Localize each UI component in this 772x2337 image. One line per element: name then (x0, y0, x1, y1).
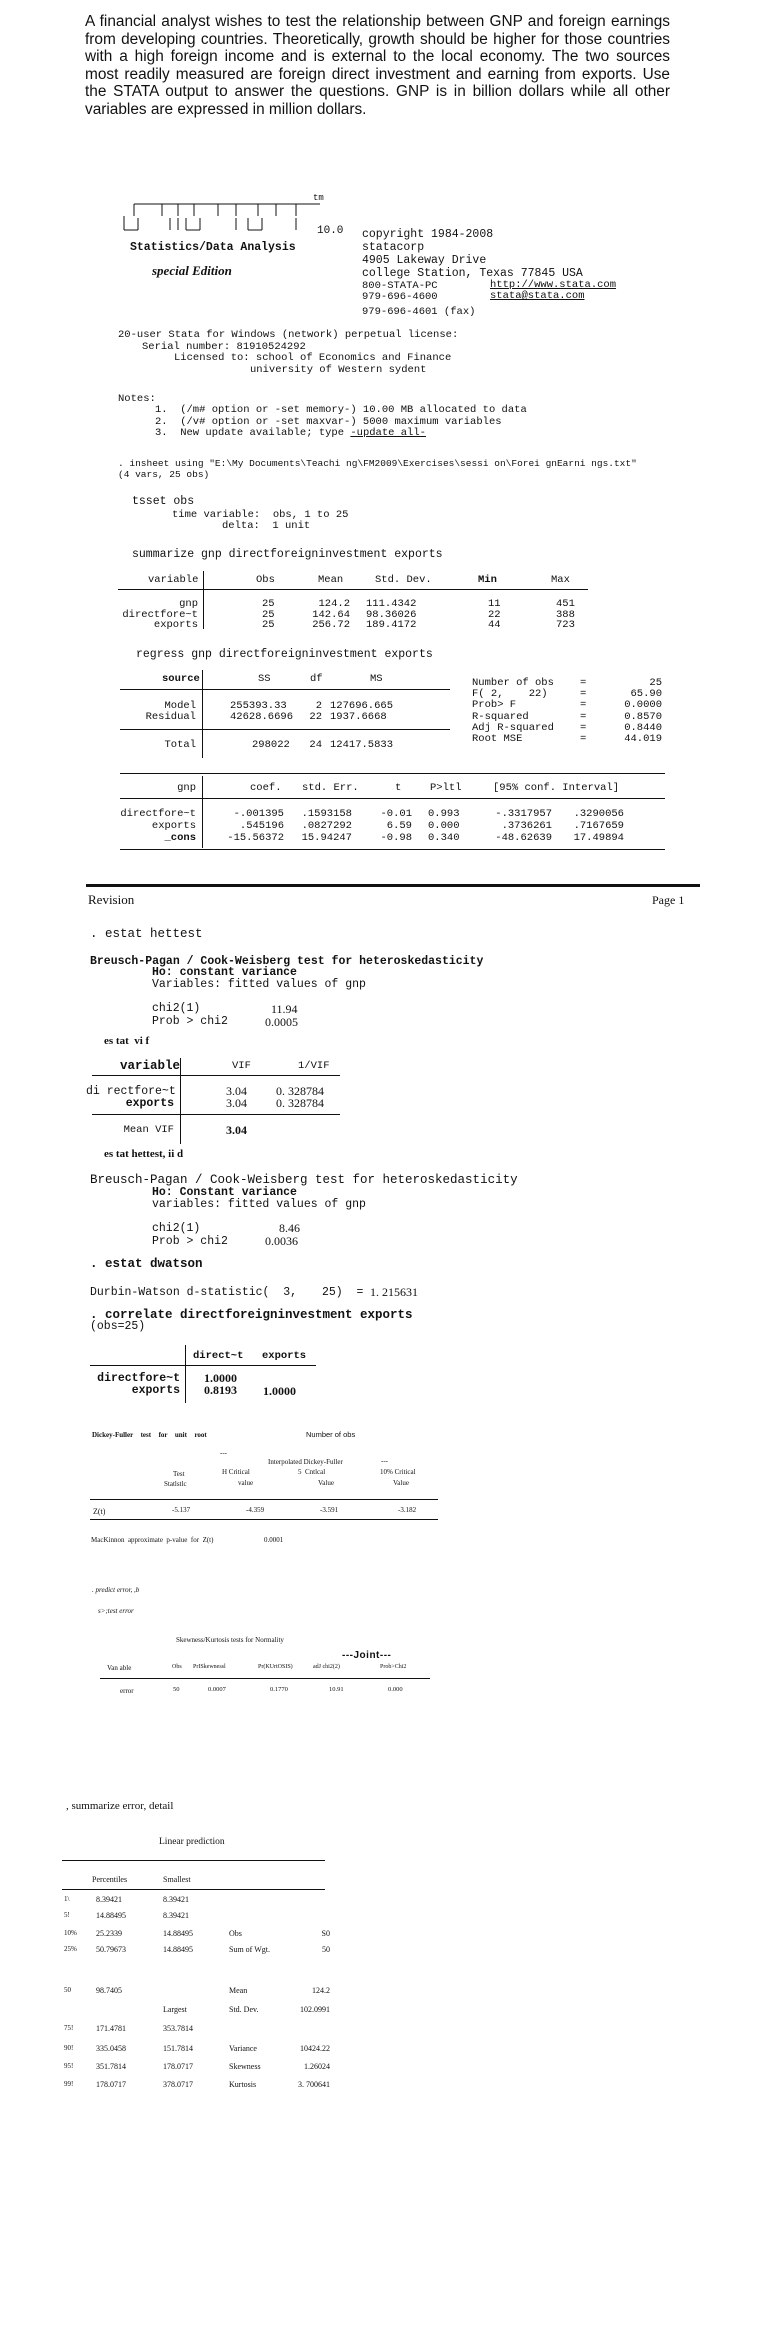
insheet-block (118, 458, 637, 480)
summ-cell: 25% (64, 1945, 77, 1953)
corr-h-direct: direct~t (193, 1350, 244, 1362)
stata-name: Statistics/Data Analysis (130, 241, 296, 254)
sum-h-variable: variable (148, 574, 199, 586)
summ-cell: 14.88495 (163, 1945, 193, 1954)
summ-h-percentiles: Percentiles (92, 1875, 128, 1884)
sk-h-kurt: Pr(KUrtOSIS) (258, 1664, 293, 1670)
insheet-result: (4 vars, 25 obs) (118, 469, 210, 480)
vif-row1-label: di rectfore~t (86, 1085, 176, 1098)
hettest2-chi-val: 8.46 (279, 1221, 300, 1235)
summ-cell: Std. Dev. (229, 2005, 259, 2014)
summ-cell: 98.7405 (96, 1986, 122, 1995)
hettest1-p-label: Prob > chi2 (152, 1015, 228, 1028)
license-line-3: Licensed to: school of Economics and Finance (174, 352, 452, 364)
summ-cell: 102.0991 (300, 2005, 330, 2014)
summ-cell: 335.0458 (96, 2044, 126, 2053)
coef-h-t: t (395, 782, 402, 794)
summ-cell: 50 (64, 1986, 71, 1994)
summ-cell: 351.7814 (96, 2062, 126, 2071)
summ-cell: 3. 700641 (298, 2080, 330, 2089)
insheet-cmd: . insheet using "E:\My Documents\Teachi ng\FM2009\Exercises\sessi on\Forei gnEarni ngs.txt" (118, 458, 637, 469)
update-all-link[interactable]: -update all- (350, 427, 426, 439)
se-col: .1593158 .0827292 15.94247 (301, 808, 352, 844)
inv-vif-col: 0. 328784 0. 328784 (276, 1084, 324, 1110)
coef-h-ci: [95% conf. Interval] (493, 782, 620, 794)
footer-revision: Revision (88, 892, 135, 907)
stat-equals: = = = = = = (580, 677, 587, 746)
summ-cell: 10424.22 (300, 2044, 330, 2053)
address1: 4905 Lakeway Drive (362, 254, 487, 267)
summ-cell: 90! (64, 2044, 74, 2052)
sum-h-std: Std. Dev. (375, 574, 432, 586)
summarize-cmd: summarize gnp directforeigninvestment exports (132, 548, 443, 561)
hettest2-ho: Ho: Constant variance (152, 1186, 297, 1199)
correlate-obs: (obs=25) (90, 1320, 146, 1333)
predict-cmd: . predict error, ,b (92, 1586, 140, 1594)
anova-row-labels: Model Residual (145, 700, 196, 723)
sum-std-col: 111.4342 98.36026 189.4172 (366, 598, 417, 631)
summ-cell: 8.39421 (163, 1895, 189, 1904)
tsset-cmd: tsset obs (132, 495, 195, 508)
dwatson-line-a: Durbin-Watson d-statistic( 3, (90, 1286, 298, 1299)
phone2: 979-696-4600 (362, 291, 438, 303)
coef-col: -.001395 .545196 -15.56372 (227, 808, 284, 844)
sk-h-obs: Obs (172, 1664, 182, 1670)
dfuller-h-Value1: Value (318, 1479, 334, 1487)
sk-chi: 10.91 (329, 1686, 344, 1693)
summ-cell: 14.88495 (163, 1929, 193, 1938)
vif-h-vif: VIF (232, 1060, 251, 1072)
dfuller-h-10: 10% Critical (380, 1468, 416, 1476)
summ-cell: 178.0717 (96, 2080, 126, 2089)
sktest-cmd: s>;test error (98, 1607, 134, 1615)
vif-mean-label: Mean VIF (123, 1124, 174, 1136)
dfuller-mackinnon: MacKinnon approximate p-value for Z(t) (91, 1536, 214, 1544)
correlate-cmd: . correlate directforeigninvestment exports (90, 1308, 413, 1322)
hettest1-chi-label: chi2(1) (152, 1002, 201, 1015)
hettest2-title: Breusch-Pagan / Cook-Weisberg test for heteroskedasticity (90, 1173, 518, 1187)
hettest1-title: Breusch-Pagan / Cook-Weisberg test for heteroskedasticity (90, 955, 484, 968)
dfuller-dash-left: --- (220, 1449, 227, 1457)
vif-cmd: es tat vi f (104, 1035, 150, 1047)
dfuller-5pct: -3.591 (320, 1506, 339, 1514)
summ-cell: Skewness (229, 2062, 261, 2071)
dwatson-value: 1. 215631 (370, 1285, 418, 1299)
hettest1-vars: Variables: fitted values of gnp (152, 978, 366, 991)
anova-total-ms: 12417.5833 (330, 739, 394, 751)
corr-h-exports: exports (262, 1350, 307, 1362)
summ-cell: 10% (64, 1929, 77, 1937)
corp: statacorp (362, 241, 425, 254)
coef-h-coef: coef. (250, 782, 282, 794)
hettest1-ho: Ho: constant variance (152, 966, 297, 979)
summ-cell: Variance (229, 2044, 257, 2053)
anova-ss-col: 255393.33 42628.6696 (230, 700, 294, 723)
stata-url-link[interactable]: http://www.stata.com (490, 279, 617, 291)
sk-prob: 0.000 (388, 1686, 403, 1693)
sktest-title: Skewness/Kurtosis tests for Normality (176, 1636, 284, 1644)
tsset-line-1: time variable: obs, 1 to 25 (172, 509, 349, 521)
page-rule (86, 884, 700, 887)
stata-email-link[interactable]: stata@stata.com (490, 290, 585, 302)
notes-list (155, 405, 527, 440)
hettest2-p-label: Prob > chi2 (152, 1235, 228, 1248)
summ-h-smallest: Smallest (163, 1875, 191, 1884)
address2: college Station, Texas 77845 USA (362, 267, 583, 280)
intro-paragraph: A financial analyst wishes to test the relationship between GNP and foreign earnings from developing countries. Theoretically, growth should be higher for those countries with a high foreign income and is external to the local economy. The two sources most readily measured are foreign direct investment and earning from exports. Use the STATA output to answer the questions. GNP is in billion dollars while all other variables are expressed in million dollars. (85, 13, 670, 118)
summ-cell: 50 (322, 1945, 330, 1954)
sk-skew: 0.0007 (208, 1686, 226, 1693)
sum-h-obs: Obs (256, 574, 275, 586)
copyright: copyright 1984-2008 (362, 228, 494, 241)
summ-cell: 14.88495 (96, 1911, 126, 1920)
phone1: 800-STATA-PC (362, 280, 438, 292)
tsset-line-2: delta: 1 unit (222, 520, 311, 532)
stata-logo (120, 200, 320, 234)
anova-h-ss: SS (258, 673, 271, 685)
dfuller-pval: 0.0001 (264, 1536, 284, 1544)
license-line-1: 20-user Stata for Windows (network) perpetual license: (118, 329, 459, 341)
summ-cell: 99! (64, 2080, 74, 2088)
p-col: 0.993 0.000 0.340 (428, 808, 460, 844)
stat-values: 25 65.90 0.0000 0.8570 0.8440 44.019 (624, 677, 662, 746)
note-2: 2. (/v# option or -set maxvar-) 5000 maximum variables (155, 415, 502, 428)
dwatson-cmd: . estat dwatson (90, 1257, 203, 1271)
dfuller-h-stat: Statlstlc (164, 1480, 187, 1488)
vif-col: 3.04 3.04 (226, 1084, 247, 1110)
sk-h-chi: adJ chi2(2) (313, 1664, 340, 1670)
vif-row2-label: exports (125, 1097, 174, 1110)
hettest2-cmd: es tat hettest, ii d (104, 1148, 184, 1160)
summ-cell: 95! (64, 2062, 74, 2070)
summ-cell: 25.2339 (96, 1929, 122, 1938)
hettest1-cmd: . estat hettest (90, 927, 203, 941)
summ-cell: 1.26024 (304, 2062, 330, 2071)
coef-h-se: std. Err. (302, 782, 359, 794)
summ-cell: 378.0717 (163, 2080, 193, 2089)
anova-h-df: df (310, 673, 323, 685)
license-line-4: university of Western sydent (250, 363, 427, 376)
summ-cell: 124.2 (312, 1986, 330, 1995)
dfuller-h-1: H Critical (222, 1468, 250, 1476)
tm-mark: tm (313, 193, 324, 203)
stata-edition: special Edition (152, 263, 232, 278)
coef-row-labels: directfore~t exports _cons (120, 808, 196, 844)
summ-cell: 8.39421 (163, 1911, 189, 1920)
summ-cell: Sum of Wgt. (229, 1945, 270, 1954)
fax: 979-696-4601 (fax) (362, 306, 476, 318)
dfuller-row-label: Z(t) (93, 1507, 106, 1516)
summ-cell: S0 (321, 1929, 330, 1938)
sum-varnames: gnp directfore~t exports (122, 598, 198, 631)
sk-h-prob: Prob>Chi2 (380, 1664, 407, 1670)
summ-cell: 75! (64, 2024, 74, 2032)
dfuller-h-Value2: Value (393, 1479, 409, 1487)
dfuller-10pct: -3.182 (398, 1506, 417, 1514)
summ-cell: 1\ (64, 1895, 70, 1903)
anova-h-ms: MS (370, 673, 383, 685)
footer-page: Page 1 (652, 893, 685, 907)
dfuller-h-test: Test (173, 1470, 185, 1478)
corr-row-labels: directfore~t exports (97, 1372, 180, 1397)
regress-cmd: regress gnp directforeigninvestment exports (136, 648, 433, 661)
sk-h-var: Van able (107, 1664, 132, 1672)
summ-cell: 353.7814 (163, 2024, 193, 2033)
sum-h-max: Max (551, 574, 570, 586)
stata-version: 10.0 (317, 225, 344, 237)
sum-h-mean: Mean (318, 574, 344, 586)
sktest-joint: ---Joint--- (342, 1650, 392, 1661)
vif-h-variable: variable (120, 1059, 181, 1073)
hettest1-chi-val: 11.94 (271, 1002, 298, 1016)
dfuller-dash-right: --- (381, 1457, 388, 1465)
hettest2-p-val: 0.0036 (265, 1234, 298, 1248)
anova-total-df: 24 (309, 739, 322, 751)
summ-cell: 5! (64, 1911, 70, 1919)
ci-low-col: -.3317957 .3736261 -48.62639 (495, 808, 552, 844)
sk-h-skew: PrISkewnessl (193, 1664, 226, 1670)
hettest1-p-val: 0.0005 (265, 1015, 298, 1029)
vif-mean-val: 3.04 (226, 1123, 247, 1137)
summ-error-cmd: , summarize error, detail (66, 1800, 174, 1812)
dfuller-h-5: 5 Cntlcal (298, 1468, 326, 1476)
sk-kurt: 0.1770 (270, 1686, 288, 1693)
dfuller-stat: -5.137 (172, 1506, 191, 1514)
sum-h-min: Min (478, 574, 497, 586)
sum-obs-col: 25 25 25 (262, 598, 275, 631)
sum-max-col: 451 388 723 (556, 598, 575, 631)
summ-error-title: Linear prediction (159, 1837, 225, 1847)
vif-h-inv: 1/VIF (298, 1060, 330, 1072)
note-3: 3. New update available; type (155, 427, 351, 439)
dfuller-nobs: Number of obs (306, 1430, 356, 1439)
corr-col-2: 1.0000 (263, 1384, 296, 1398)
summ-cell: 171.4781 (96, 2024, 126, 2033)
dfuller-interp: Interpolated Dickey-Fuller (268, 1458, 343, 1466)
dfuller-h-value: value (238, 1479, 254, 1487)
summ-cell: 8.39421 (96, 1895, 122, 1904)
anova-total-label: Total (164, 739, 196, 751)
dfuller-1pct: -4.359 (246, 1506, 265, 1514)
anova-total-ss: 298022 (252, 739, 290, 751)
summ-cell: Largest (163, 2005, 187, 2014)
license-line-2: Serial number: 81910524292 (142, 340, 306, 353)
summ-cell: 151.7814 (163, 2044, 193, 2053)
anova-h-source: source (162, 673, 200, 685)
sum-min-col: 11 22 44 (488, 598, 501, 631)
license-block (118, 330, 458, 376)
note-1: 1. (/m# option or -set memory-) 10.00 MB allocated to data (155, 404, 527, 416)
summ-cell: 178.0717 (163, 2062, 193, 2071)
anova-ms-col: 127696.665 1937.6668 (330, 700, 394, 723)
corr-col-1: 1.0000 0.8193 (204, 1371, 237, 1397)
hettest2-chi-label: chi2(1) (152, 1222, 201, 1235)
coef-h-gnp: gnp (177, 782, 196, 794)
stat-labels: Number of obs F( 2, 22) Prob> F R-squared Adj R-squared Root MSE (472, 677, 554, 746)
t-col: -0.01 6.59 -0.98 (380, 808, 412, 844)
anova-df-col: 2 22 (309, 700, 322, 723)
ci-high-col: .3290056 .7167659 17.49894 (573, 808, 624, 844)
sk-obs: 50 (173, 1686, 180, 1693)
hettest2-vars: variables: fitted values of gnp (152, 1198, 366, 1211)
summ-cell: 50.79673 (96, 1945, 126, 1954)
dwatson-line-b: 25) = (322, 1286, 364, 1299)
notes-title: Notes: (118, 393, 156, 405)
dfuller-title: Dickey-Fuller test for unit root (92, 1431, 207, 1439)
summ-cell: Obs (229, 1929, 242, 1938)
summ-cell: Mean (229, 1986, 248, 1995)
sum-mean-col: 124.2 142.64 256.72 (312, 598, 350, 631)
stata-contact (362, 228, 583, 280)
coef-h-p: P>ltl (430, 782, 462, 794)
sk-var: error (120, 1687, 134, 1695)
summ-cell: Kurtosis (229, 2080, 257, 2089)
